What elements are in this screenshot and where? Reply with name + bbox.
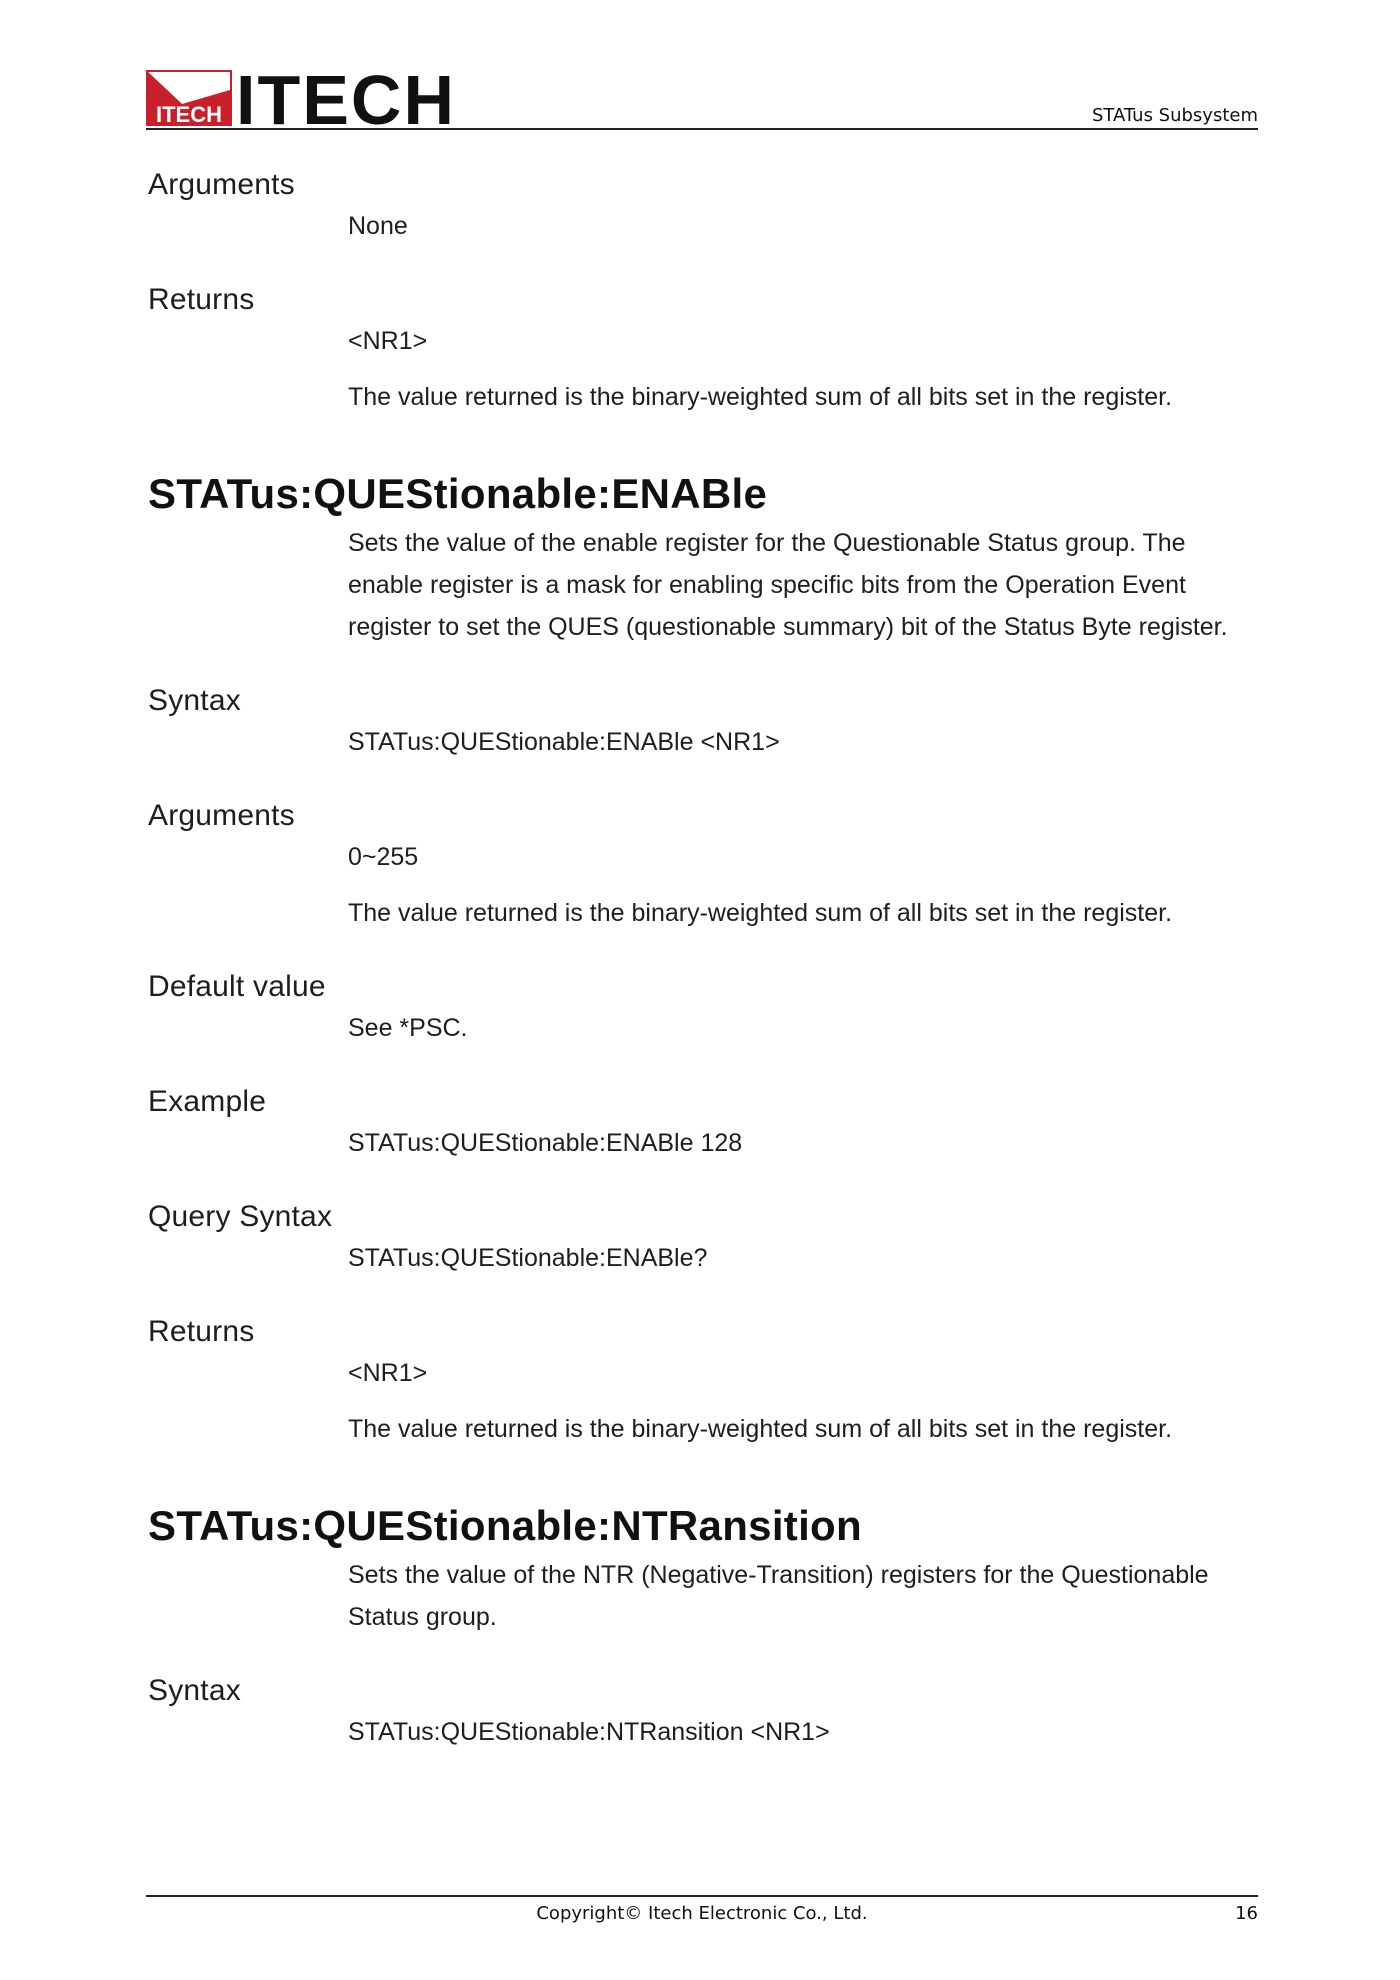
arguments-body [348,205,1258,247]
enable-description [348,522,1258,648]
description-line: Sets the value of the enable register for the Questionable Status group. The [348,529,1186,557]
section-title: STATus Subsystem [1091,105,1258,126]
arguments-body [348,836,1258,934]
description-line: Sets the value of the NTR (Negative-Transition) registers for the Questionable [348,1561,1209,1589]
description-line: register to set the QUES (questionable summary) bit of the Status Byte register. [348,613,1228,641]
footer-divider [146,1895,1258,1897]
arguments-label: Arguments [148,799,295,832]
returns-label: Returns [148,283,255,316]
returns-type: <NR1> [348,1359,428,1387]
returns-label: Returns [148,1315,255,1348]
returns-body [348,320,1258,418]
default-value: See *PSC. [348,1014,468,1042]
arguments-value: 0~255 [348,843,419,871]
returns-description: The value returned is the binary-weighted sum of all bits set in the register. [348,1415,1173,1443]
syntax-body [348,721,1258,763]
logo-badge-text: ITECH [156,102,222,127]
syntax-label: Syntax [148,1674,241,1707]
logo-wordmark: ITECH [236,66,456,128]
page-header [146,66,1258,130]
description-line: Status group. [348,1603,497,1631]
ntransition-description [348,1554,1258,1638]
returns-type: <NR1> [348,327,428,355]
default-value-label: Default value [148,970,326,1003]
default-value-body [348,1007,1258,1049]
syntax-label: Syntax [148,684,241,717]
command-heading-ntransition: STATus:QUEStionable:NTRansition [148,1502,862,1549]
itech-logo [146,66,466,128]
description-line: enable register is a mask for enabling specific bits from the Operation Event [348,571,1186,599]
query-syntax-body [348,1237,1258,1279]
syntax-value: STATus:QUEStionable:NTRansition <NR1> [348,1718,830,1746]
example-label: Example [148,1085,267,1118]
returns-body [348,1352,1258,1450]
syntax-body [348,1711,1258,1753]
copyright: Copyright© Itech Electronic Co., Ltd. [536,1903,868,1924]
command-heading-enable: STATus:QUEStionable:ENABle [148,470,768,517]
query-syntax-value: STATus:QUEStionable:ENABle? [348,1244,708,1272]
main-content [148,165,1258,1753]
arguments-label: Arguments [148,168,295,201]
arguments-description: The value returned is the binary-weighted sum of all bits set in the register. [348,899,1173,927]
example-value: STATus:QUEStionable:ENABle 128 [348,1129,743,1157]
returns-description: The value returned is the binary-weighted sum of all bits set in the register. [348,383,1173,411]
query-syntax-label: Query Syntax [148,1200,333,1233]
page-number: 16 [1235,1903,1258,1924]
syntax-value: STATus:QUEStionable:ENABle <NR1> [348,728,780,756]
example-body [348,1122,1258,1164]
header-divider [146,128,1258,130]
arguments-value: None [348,212,408,240]
